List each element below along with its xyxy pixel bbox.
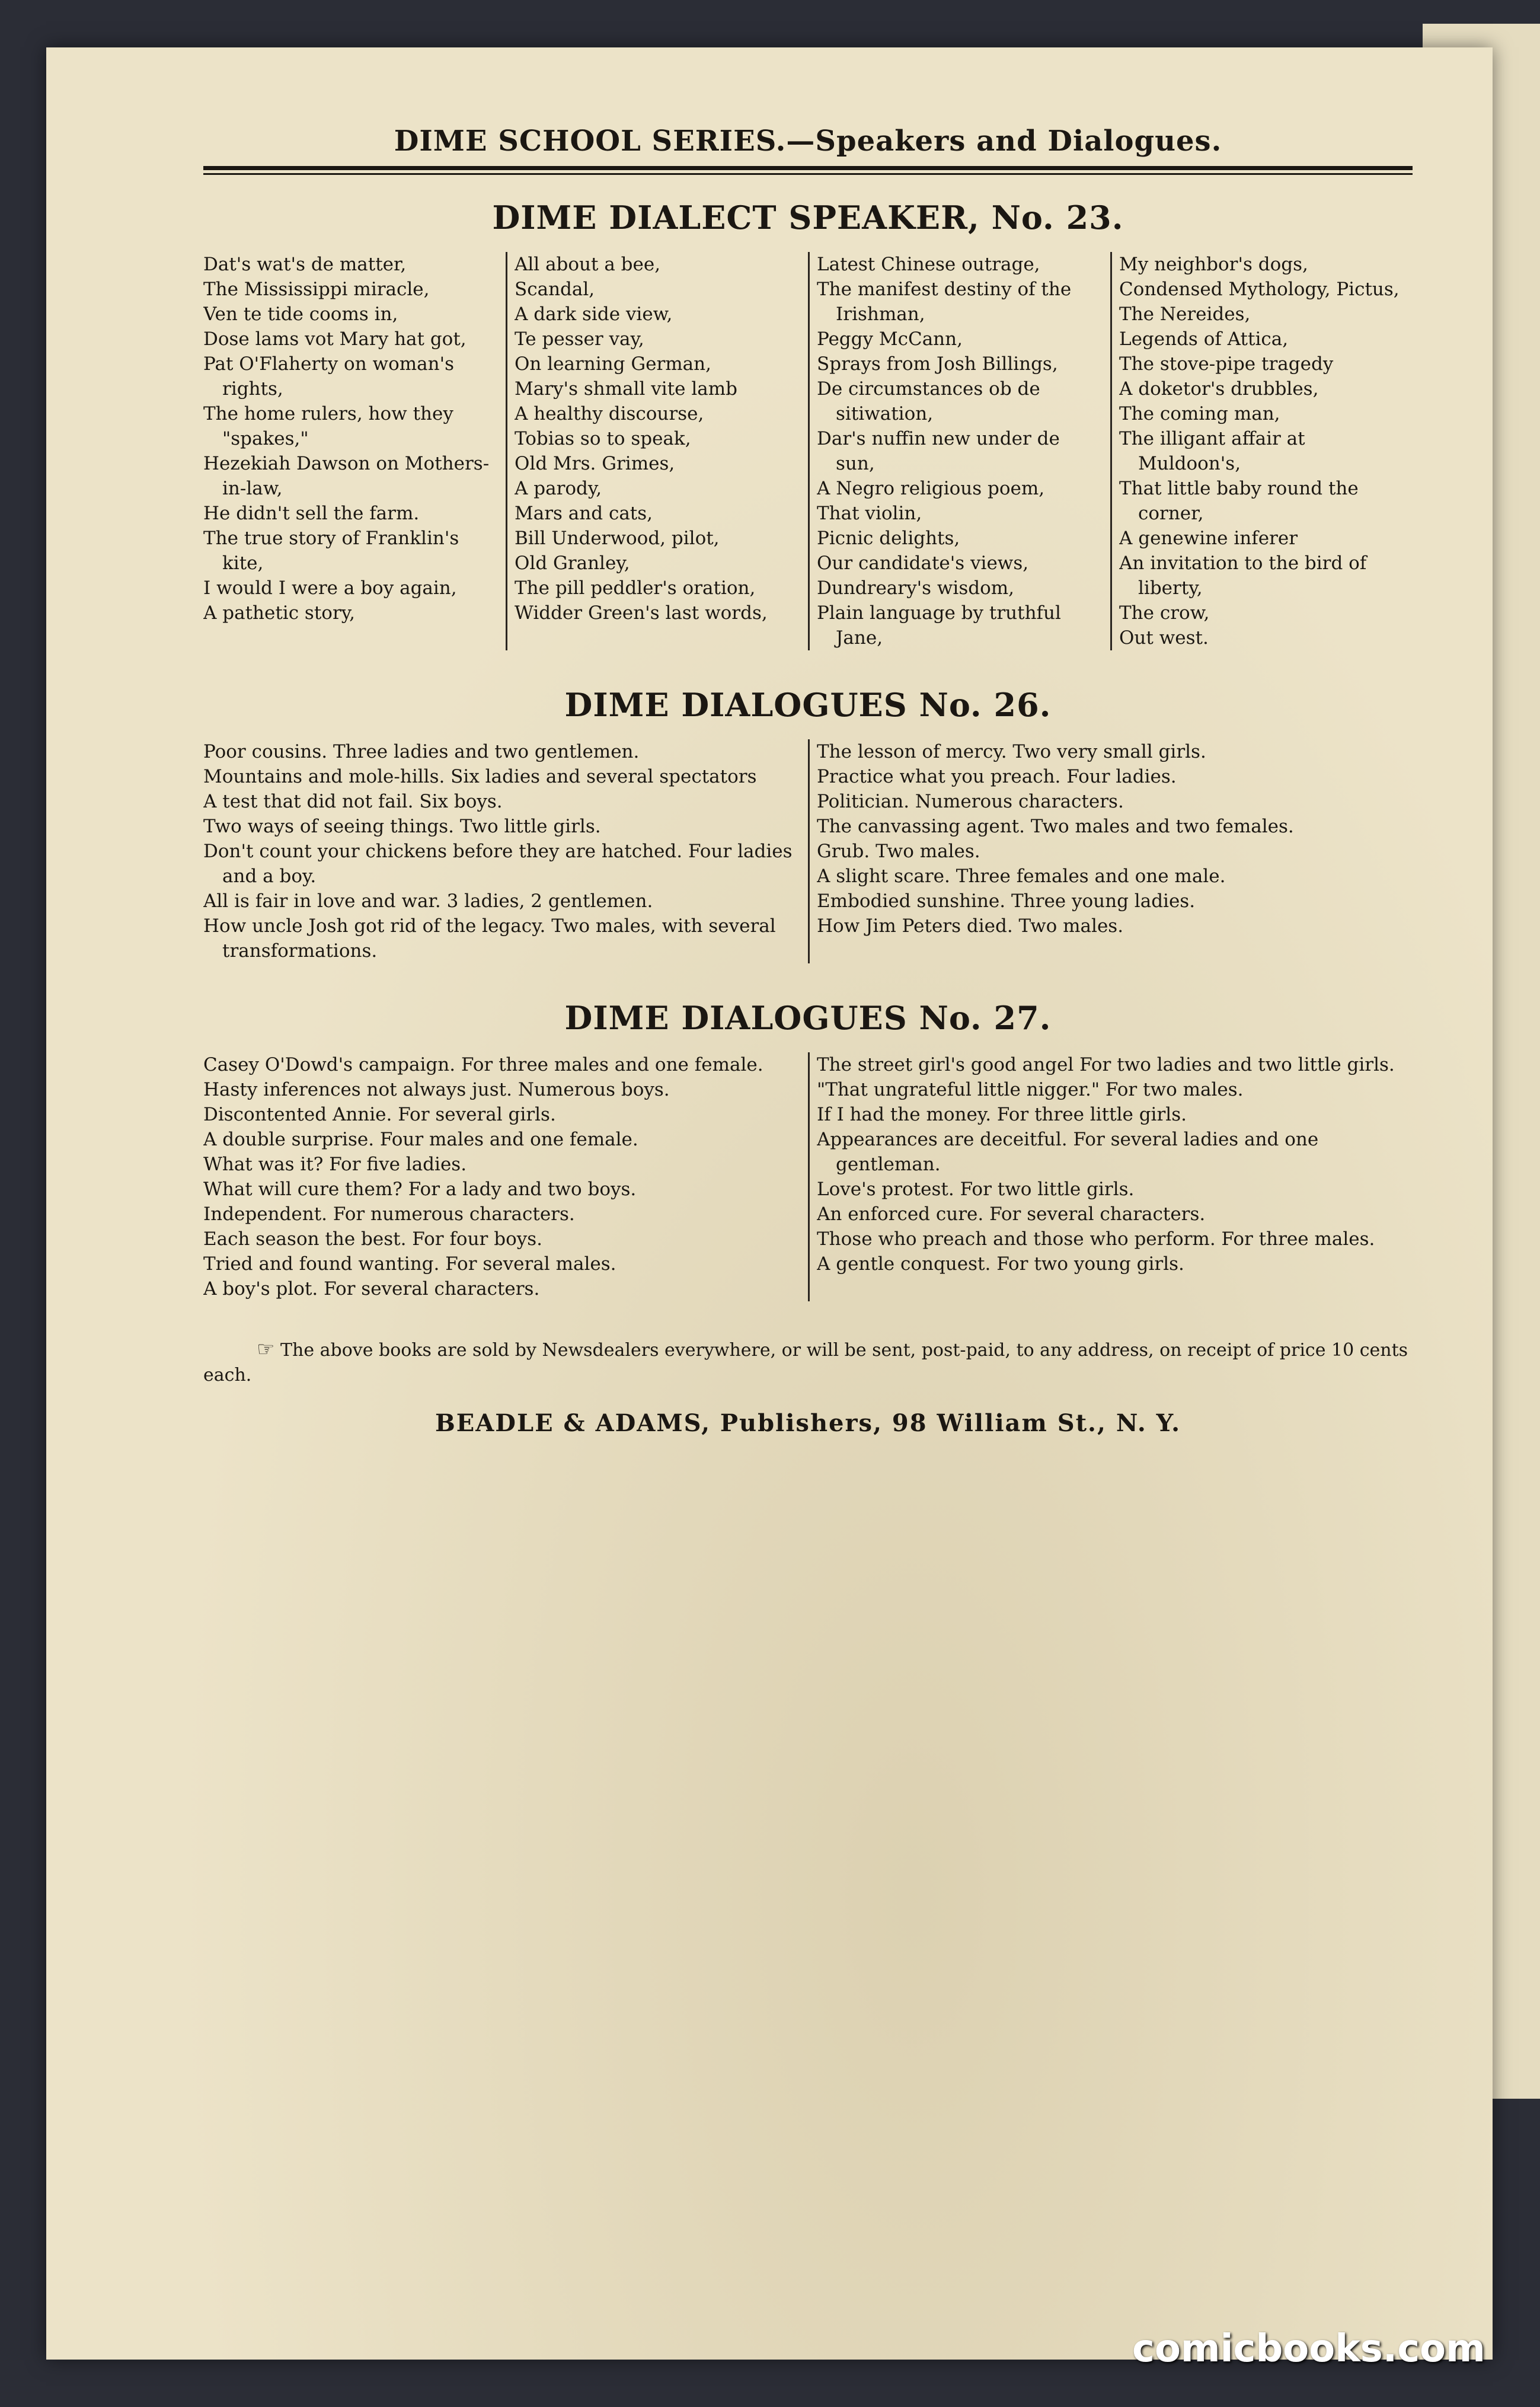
- header-rule: [203, 166, 1413, 175]
- catalog-entry: Mountains and mole-hills. Six ladies and several spectators: [203, 766, 757, 787]
- entry-column: [203, 1052, 808, 1301]
- catalog-entry: The crow,: [1119, 602, 1210, 624]
- catalog-entry: Mars and cats,: [515, 503, 653, 524]
- catalog-entry: All about a bee,: [515, 254, 661, 275]
- catalog-entry: Dundreary's wisdom,: [817, 577, 1015, 599]
- catalog-entry: The lesson of mercy. Two very small girls.: [817, 741, 1206, 762]
- catalog-entry: That little baby round the corner,: [1119, 478, 1359, 524]
- catalog-entry: Legends of Attica,: [1119, 328, 1289, 350]
- catalog-entry: All is fair in love and war. 3 ladies, 2 gentlemen.: [203, 890, 653, 912]
- catalog-entry: Widder Green's last words,: [515, 602, 768, 624]
- catalog-entry: The coming man,: [1119, 403, 1280, 424]
- entry-column: [203, 739, 808, 963]
- catalog-entry: A gentle conquest. For two young girls.: [817, 1253, 1184, 1275]
- catalog-entry: A pathetic story,: [203, 602, 356, 624]
- catalog-entry: Discontented Annie. For several girls.: [203, 1104, 556, 1125]
- catalog-entry: Sprays from Josh Billings,: [817, 353, 1058, 375]
- catalog-entry: Tried and found wanting. For several males.: [203, 1253, 616, 1275]
- section-dialogues-26: [203, 686, 1413, 963]
- catalog-entry: Plain language by truthful Jane,: [817, 602, 1061, 649]
- catalog-entry: My neighbor's dogs,: [1119, 254, 1308, 275]
- catalog-entry: Practice what you preach. Four ladies.: [817, 766, 1177, 787]
- catalog-entry: Mary's shmall vite lamb: [515, 378, 737, 400]
- catalog-entry: Picnic delights,: [817, 528, 960, 549]
- catalog-entry: Embodied sunshine. Three young ladies.: [817, 890, 1196, 912]
- series-subtitle: —Speakers and Dialogues.: [786, 124, 1222, 158]
- catalog-entry: Our candidate's views,: [817, 553, 1029, 574]
- catalog-entry: The street girl's good angel For two ladies and two little girls.: [817, 1054, 1395, 1075]
- catalog-entry: Dose lams vot Mary hat got,: [203, 328, 467, 350]
- section-title: DIME DIALECT SPEAKER, No. 23.: [492, 199, 1124, 237]
- catalog-entry: Latest Chinese outrage,: [817, 254, 1040, 275]
- catalog-entry: I would I were a boy again,: [203, 577, 457, 599]
- catalog-entry: On learning German,: [515, 353, 711, 375]
- catalog-entry: A double surprise. Four males and one female.: [203, 1129, 638, 1150]
- catalog-entry: The home rulers, how they "spakes,": [203, 403, 453, 449]
- entry-columns: [203, 252, 1413, 650]
- catalog-entry: "That ungrateful little nigger." For two males.: [817, 1079, 1244, 1100]
- section-dialogues-27: [203, 999, 1413, 1301]
- entry-columns: [203, 739, 1413, 963]
- catalog-entry: Independent. For numerous characters.: [203, 1204, 575, 1225]
- catalog-entry: A boy's plot. For several characters.: [203, 1278, 540, 1300]
- catalog-entry: Te pesser vay,: [515, 328, 644, 350]
- catalog-entry: Casey O'Dowd's campaign. For three males and one female.: [203, 1054, 763, 1075]
- catalog-entry: A doketor's drubbles,: [1119, 378, 1319, 400]
- catalog-entry: A healthy discourse,: [515, 403, 704, 424]
- entry-columns: [203, 1052, 1413, 1301]
- catalog-entry: A Negro religious poem,: [817, 478, 1045, 499]
- catalog-entry: An invitation to the bird of liberty,: [1119, 553, 1367, 599]
- catalog-entry: Those who preach and those who perform. For three males.: [817, 1228, 1375, 1250]
- catalog-entry: The stove-pipe tragedy: [1119, 353, 1334, 375]
- catalog-entry: Peggy McCann,: [817, 328, 963, 350]
- catalog-entry: Out west.: [1119, 627, 1209, 649]
- page-content: [203, 124, 1413, 1437]
- catalog-entry: Pat O'Flaherty on woman's rights,: [203, 353, 455, 400]
- section-title: DIME DIALOGUES No. 26.: [564, 686, 1052, 724]
- catalog-entry: Bill Underwood, pilot,: [515, 528, 720, 549]
- catalog-entry: A slight scare. Three females and one male.: [817, 866, 1226, 887]
- catalog-entry: How uncle Josh got rid of the legacy. Two males, with several transformations.: [203, 915, 776, 962]
- catalog-entry: Politician. Numerous characters.: [817, 791, 1124, 812]
- catalog-entry: Condensed Mythology, Pictus,: [1119, 279, 1400, 300]
- footer-note: [203, 1337, 1413, 1388]
- section-title: DIME DIALOGUES No. 27.: [564, 999, 1052, 1037]
- footer-note-text: The above books are sold by Newsdealers everywhere, or will be sent, post-paid, to any address, on receipt of price 10 cents each.: [203, 1340, 1408, 1386]
- catalog-entry: What was it? For five ladies.: [203, 1154, 467, 1175]
- catalog-entry: The Nereides,: [1119, 304, 1251, 325]
- pointing-hand-icon: ☞: [257, 1337, 275, 1361]
- catalog-entry: Don't count your chickens before they are hatched. Four ladies and a boy.: [203, 841, 793, 887]
- catalog-entry: Hasty inferences not always just. Numerous boys.: [203, 1079, 670, 1100]
- entry-column: [506, 252, 808, 650]
- catalog-entry: Dar's nuffin new under de sun,: [817, 428, 1060, 474]
- catalog-entry: Love's protest. For two little girls.: [817, 1179, 1135, 1200]
- catalog-entry: A parody,: [515, 478, 602, 499]
- catalog-entry: A genewine inferer: [1119, 528, 1298, 549]
- catalog-entry: The illigant affair at Muldoon's,: [1119, 428, 1305, 474]
- entry-column: [808, 739, 1413, 963]
- catalog-entry: Two ways of seeing things. Two little girls.: [203, 816, 601, 837]
- catalog-entry: The Mississippi miracle,: [203, 279, 430, 300]
- catalog-entry: He didn't sell the farm.: [203, 503, 420, 524]
- catalog-entry: De circumstances ob de sitiwation,: [817, 378, 1040, 424]
- catalog-entry: That violin,: [817, 503, 922, 524]
- catalog-entry: How Jim Peters died. Two males.: [817, 915, 1124, 937]
- series-name: DIME SCHOOL SERIES.: [394, 124, 787, 158]
- catalog-entry: Old Granley,: [515, 553, 630, 574]
- catalog-entry: Each season the best. For four boys.: [203, 1228, 543, 1250]
- catalog-entry: Tobias so to speak,: [515, 428, 691, 449]
- catalog-entry: The true story of Franklin's kite,: [203, 528, 459, 574]
- catalog-page: [46, 47, 1493, 2360]
- catalog-entry: The manifest destiny of the Irishman,: [817, 279, 1072, 325]
- entry-column: [1110, 252, 1413, 650]
- catalog-entry: Poor cousins. Three ladies and two gentlemen.: [203, 741, 640, 762]
- series-header: [203, 124, 1413, 166]
- publisher-line: BEADLE & ADAMS, Publishers, 98 William St., N. Y.: [434, 1409, 1181, 1437]
- catalog-entry: What will cure them? For a lady and two boys.: [203, 1179, 637, 1200]
- watermark: comicbooks.com: [1132, 2327, 1485, 2371]
- entry-column: [808, 1052, 1413, 1301]
- catalog-entry: Ven te tide cooms in,: [203, 304, 398, 325]
- catalog-entry: A dark side view,: [515, 304, 673, 325]
- entry-column: [203, 252, 506, 650]
- catalog-entry: Old Mrs. Grimes,: [515, 453, 675, 474]
- catalog-entry: If I had the money. For three little girls.: [817, 1104, 1187, 1125]
- catalog-entry: Dat's wat's de matter,: [203, 254, 407, 275]
- section-dialect-speaker-23: [203, 199, 1413, 650]
- catalog-entry: The canvassing agent. Two males and two females.: [817, 816, 1294, 837]
- catalog-entry: A test that did not fail. Six boys.: [203, 791, 503, 812]
- catalog-entry: Hezekiah Dawson on Mothers-in-law,: [203, 453, 490, 499]
- entry-column: [808, 252, 1110, 650]
- catalog-entry: Appearances are deceitful. For several ladies and one gentleman.: [817, 1129, 1319, 1175]
- catalog-entry: Scandal,: [515, 279, 595, 300]
- catalog-entry: An enforced cure. For several characters.: [817, 1204, 1206, 1225]
- catalog-entry: The pill peddler's oration,: [515, 577, 756, 599]
- catalog-entry: Grub. Two males.: [817, 841, 980, 862]
